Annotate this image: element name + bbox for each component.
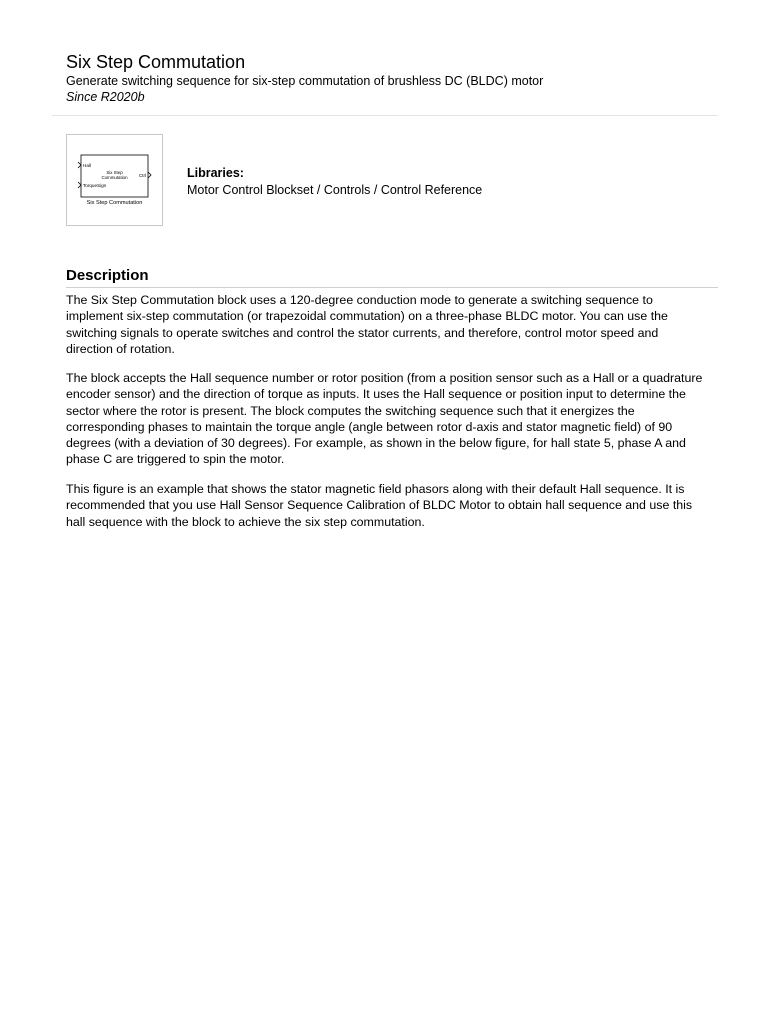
page-title: Six Step Commutation xyxy=(66,52,246,72)
block-diagram xyxy=(67,135,162,225)
description-heading: Description xyxy=(66,267,149,284)
paragraph-line: direction of rotation. xyxy=(66,341,175,356)
block-caption: Six Step Commutation xyxy=(86,200,143,206)
description-paragraph-1 xyxy=(66,292,718,357)
paragraph-line: sector where the rotor is present. The block computes the switching sequence such that it energizes the xyxy=(66,403,635,418)
block-input-label-hall: Hall xyxy=(83,163,91,168)
block-body-text-line-1: Six Step xyxy=(106,170,123,175)
paragraph-line: The block accepts the Hall sequence number or rotor position (from a position sensor such as a Hall or a quadrature xyxy=(66,371,703,385)
libraries-label: Libraries: xyxy=(187,166,244,180)
block-output-label-ctrl: Ctrl xyxy=(138,173,146,178)
paragraph-line: corresponding phases to maintain the torque angle (angle between rotor d-axis and stator magnetic field) of 90 xyxy=(66,419,673,434)
output-port-ctrl xyxy=(148,172,151,178)
input-port-torquesign xyxy=(78,182,81,188)
libraries-path: Motor Control Blockset / Controls / Control Reference xyxy=(187,183,483,197)
paragraph-line: The Six Step Commutation block uses a 120-degree conduction mode to generate a switching sequence to xyxy=(66,293,653,307)
block-body-text-line-2: Commutation xyxy=(101,175,128,180)
paragraph-line: degrees (with a deviation of 30 degrees). For example, as shown in the below figure, for hall state 5, phase A and xyxy=(66,436,686,451)
description-paragraph-3 xyxy=(66,481,718,530)
paragraph-line: This figure is an example that shows the stator magnetic field phasors along with their default Hall sequence. It is xyxy=(66,482,685,496)
paragraph-line: encoder sensor) and the direction of torque as inputs. It uses the Hall sequence or position input to determine the xyxy=(66,387,686,402)
paragraph-line: phase C are triggered to spin the motor. xyxy=(66,452,285,467)
description-divider xyxy=(66,287,718,288)
paragraph-line: hall sequence with the block to achieve the six step commutation. xyxy=(66,514,425,529)
description-paragraph-2 xyxy=(66,370,718,468)
block-input-label-torquesign: TorqueSign xyxy=(83,183,107,188)
header-divider xyxy=(52,115,718,116)
paragraph-line: recommended that you use Hall Sensor Sequence Calibration of BLDC Motor to obtain hall sequence and use this xyxy=(66,498,693,513)
page-subtitle: Generate switching sequence for six-step commutation of brushless DC (BLDC) motor xyxy=(66,74,544,88)
block-icon xyxy=(66,134,163,226)
release-note: Since R2020b xyxy=(66,90,145,104)
paragraph-line: implement six-step commutation (or trapezoidal commutation) on a three-phase BLDC motor. You can use the xyxy=(66,309,668,324)
paragraph-line: switching signals to operate switches and control the stator currents, and therefore, control motor speed and xyxy=(66,325,659,340)
input-port-hall xyxy=(78,162,81,168)
